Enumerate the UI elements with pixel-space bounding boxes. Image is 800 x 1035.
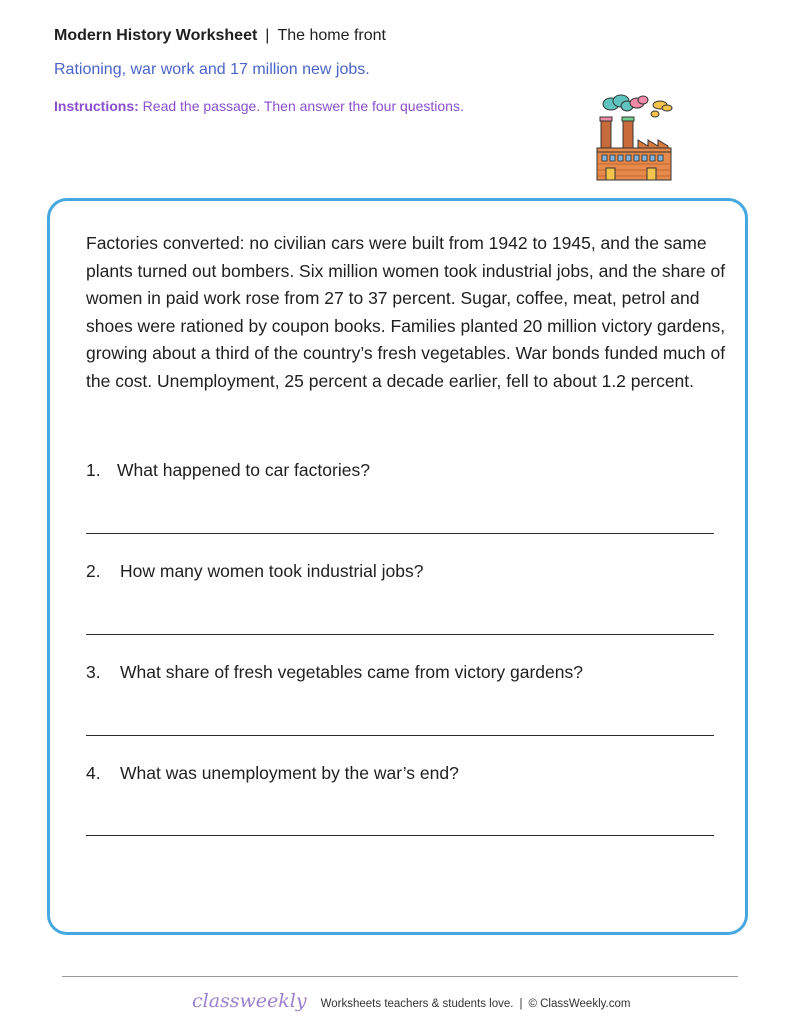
question-3 (86, 662, 583, 683)
factory-icon (593, 94, 675, 184)
header-separator: | (265, 27, 270, 44)
footer-divider (62, 976, 738, 977)
footer (192, 990, 630, 1012)
question-4 (86, 763, 459, 784)
question-number: 4. (86, 763, 101, 783)
instructions-label: Instructions: (54, 98, 139, 114)
brand-logo: classweekly (192, 990, 307, 1012)
subject-title: Modern History Worksheet (54, 27, 258, 44)
worksheet-subtitle: Rationing, war work and 17 million new jobs. (54, 61, 370, 78)
instructions-text: Read the passage. Then answer the four questions. (142, 98, 464, 114)
question-number: 1. (86, 460, 101, 480)
instructions (54, 98, 464, 114)
footer-tagline: Worksheets teachers & students love. (320, 998, 514, 1010)
question-2 (86, 561, 423, 582)
worksheet-header (54, 27, 386, 45)
footer-copyright: © ClassWeekly.com (528, 998, 631, 1010)
answer-line-4[interactable] (86, 835, 714, 836)
question-text: What happened to car factories? (117, 460, 370, 480)
question-number: 2. (86, 561, 101, 581)
answer-line-1[interactable] (86, 533, 714, 534)
answer-line-2[interactable] (86, 634, 714, 635)
footer-separator: | (519, 998, 523, 1010)
question-number: 3. (86, 662, 101, 682)
answer-line-3[interactable] (86, 735, 714, 736)
question-text: How many women took industrial jobs? (120, 561, 424, 581)
reading-passage: Factories converted: no civilian cars were built from 1942 to 1945, and the same plants turned out bombers. Six million women took industrial jobs, and the share of women in paid work rose from 27 to 37 percent. Sugar, coffee, meat, petrol and shoes were rationed by coupon books. Families planted 20 million victory gardens, growing about a third of the country’s fresh vegetables. War bonds funded much of the cost. Unemployment, 25 percent a decade earlier, fell to about 1.2 percent. (86, 233, 726, 391)
question-1 (86, 460, 370, 481)
question-text: What was unemployment by the war’s end? (120, 763, 459, 783)
question-text: What share of fresh vegetables came from victory gardens? (120, 662, 583, 682)
topic-title: The home front (277, 27, 386, 44)
